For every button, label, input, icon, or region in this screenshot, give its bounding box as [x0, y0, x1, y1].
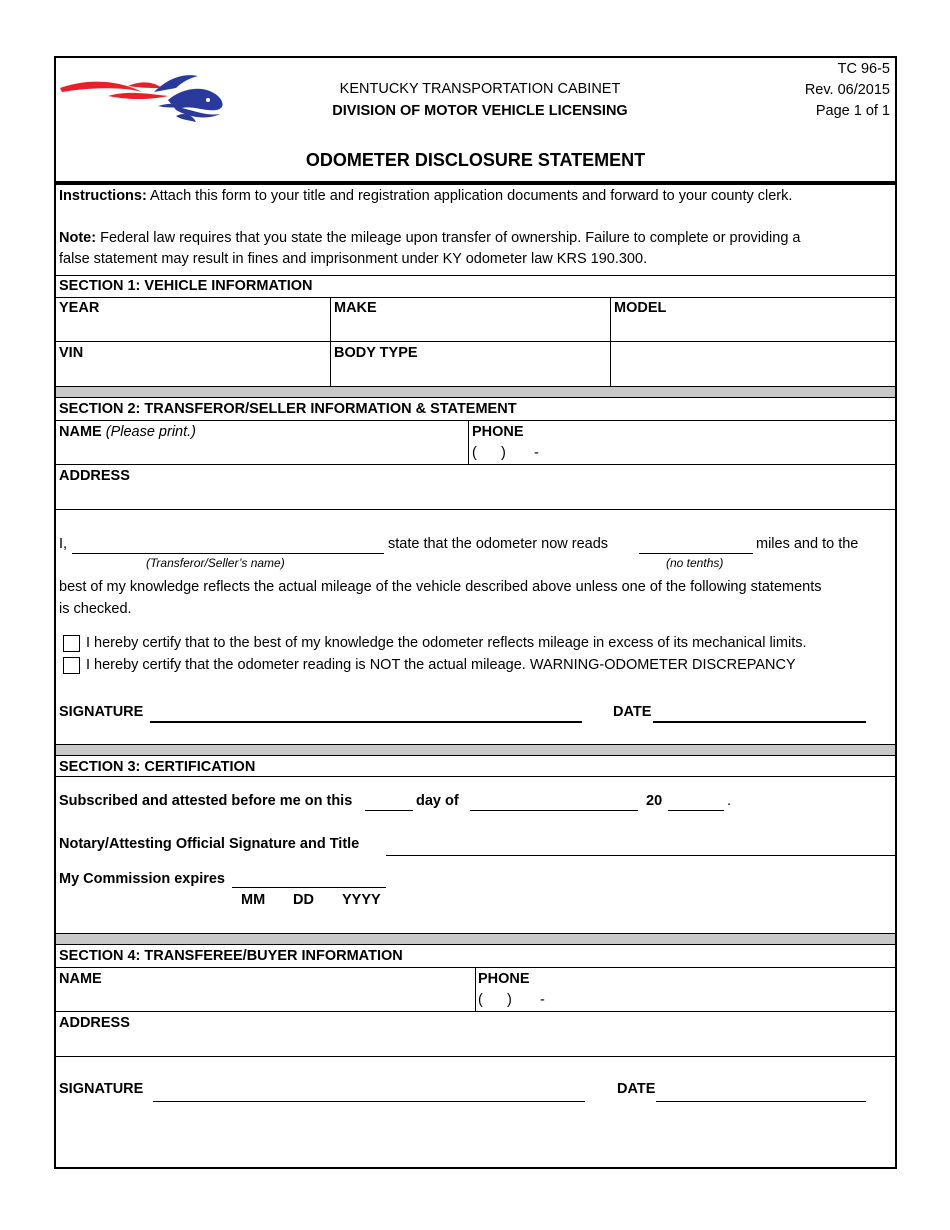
instructions-label: Instructions:	[59, 188, 147, 204]
mechanical-limits-text: I hereby certify that to the best of my knowledge the odometer reflects mileage in excess of its mechanical limits.	[86, 635, 807, 651]
page-number: Page 1 of 1	[815, 103, 890, 119]
buyer-signature-label: SIGNATURE	[59, 1081, 144, 1097]
divider	[56, 776, 895, 777]
seller-name-caption: (Transferor/Seller’s name)	[146, 556, 285, 570]
period: .	[727, 793, 732, 809]
section-separator	[56, 933, 895, 945]
note-line1: Federal law requires that you state the mileage upon transfer of ownership. Failure to complete or providing a	[100, 230, 801, 246]
buyer-address-field[interactable]: ADDRESS	[59, 1015, 130, 1031]
statement-i: I,	[59, 536, 68, 552]
vin-field[interactable]: VIN	[59, 345, 84, 361]
commission-label: My Commission expires	[59, 871, 225, 887]
form-frame	[54, 181, 897, 1169]
column-divider	[610, 297, 611, 387]
buyer-date-line[interactable]	[656, 1101, 866, 1102]
horse-head-logo-icon	[58, 66, 230, 124]
subscribed-text: Subscribed and attested before me on this	[59, 793, 353, 809]
year-field[interactable]: YEAR	[59, 300, 100, 316]
divider	[56, 341, 895, 342]
divider	[56, 1056, 895, 1057]
commission-date-line[interactable]	[232, 887, 386, 888]
day-line[interactable]	[365, 810, 413, 811]
note-label: Note:	[59, 230, 97, 246]
instructions-text: Attach this form to your title and registration application documents and forward to your county clerk.	[150, 188, 793, 204]
make-field[interactable]: MAKE	[334, 300, 377, 316]
body-type-field[interactable]: BODY TYPE	[334, 345, 418, 361]
odometer-reading-line[interactable]	[639, 553, 753, 554]
statement-miles: miles and to the	[756, 536, 859, 552]
statement-line3: is checked.	[59, 601, 132, 617]
no-tenths-caption: (no tenths)	[666, 556, 724, 570]
model-field[interactable]: MODEL	[614, 300, 667, 316]
seller-name-label: NAME	[59, 424, 102, 440]
mm-caption: MM	[241, 892, 266, 908]
instructions	[59, 187, 891, 205]
yyyy-caption: YYYY	[342, 892, 381, 908]
buyer-name-field[interactable]: NAME	[59, 971, 102, 987]
not-actual-mileage-text: I hereby certify that the odometer reading is NOT the actual mileage. WARNING-ODOMETER DISCREPANCY	[86, 657, 796, 673]
section4-heading: SECTION 4: TRANSFEREE/BUYER INFORMATION	[59, 948, 403, 964]
buyer-signature-line[interactable]	[153, 1101, 585, 1102]
section2-heading: SECTION 2: TRANSFEROR/SELLER INFORMATION & STATEMENT	[59, 401, 517, 417]
seller-name-line[interactable]	[72, 553, 384, 554]
mechanical-limits-checkbox[interactable]	[63, 635, 80, 652]
divider	[56, 420, 895, 421]
seller-signature-line[interactable]	[150, 721, 582, 723]
buyer-phone-label: PHONE	[478, 971, 530, 987]
column-divider	[475, 967, 476, 1011]
division-name: DIVISION OF MOTOR VEHICLE LICENSING	[332, 103, 628, 119]
revision: Rev. 06/2015	[804, 82, 890, 98]
seller-date-label: DATE	[613, 704, 652, 720]
dd-caption: DD	[293, 892, 314, 908]
divider	[56, 464, 895, 465]
divider	[56, 509, 895, 510]
section-separator	[56, 744, 895, 756]
seller-name-field[interactable]	[59, 423, 196, 441]
agency-name: KENTUCKY TRANSPORTATION CABINET	[339, 81, 621, 97]
divider	[56, 297, 895, 298]
statement-odometer: state that the odometer now reads	[388, 536, 609, 552]
section-separator	[56, 386, 895, 398]
column-divider	[330, 297, 331, 387]
not-actual-mileage-checkbox[interactable]	[63, 657, 80, 674]
note-line2: false statement may result in fines and imprisonment under KY odometer law KRS 190.300.	[59, 251, 648, 267]
month-line[interactable]	[470, 810, 638, 811]
form-number: TC 96-5	[837, 61, 890, 77]
buyer-date-label: DATE	[617, 1081, 656, 1097]
notary-signature-line[interactable]	[386, 855, 895, 856]
seller-date-line[interactable]	[653, 721, 866, 723]
year-line[interactable]	[668, 810, 724, 811]
seller-signature-label: SIGNATURE	[59, 704, 144, 720]
note	[59, 229, 891, 247]
form-title: ODOMETER DISCLOSURE STATEMENT	[305, 150, 646, 170]
seller-phone-field[interactable]: ( ) -	[472, 445, 539, 461]
column-divider	[468, 420, 469, 464]
year-prefix: 20	[646, 793, 663, 809]
notary-label: Notary/Attesting Official Signature and Title	[59, 836, 360, 852]
seller-phone-label: PHONE	[472, 424, 524, 440]
section3-heading: SECTION 3: CERTIFICATION	[59, 759, 256, 775]
statement-line2: best of my knowledge reflects the actual mileage of the vehicle described above unless one of the following statements	[59, 579, 822, 595]
divider	[56, 275, 895, 276]
seller-address-field[interactable]: ADDRESS	[59, 468, 130, 484]
seller-name-hint: (Please print.)	[105, 424, 196, 440]
buyer-phone-field[interactable]: ( ) -	[478, 992, 545, 1008]
section1-heading: SECTION 1: VEHICLE INFORMATION	[59, 278, 313, 294]
divider	[56, 1011, 895, 1012]
day-of-text: day of	[416, 793, 459, 809]
